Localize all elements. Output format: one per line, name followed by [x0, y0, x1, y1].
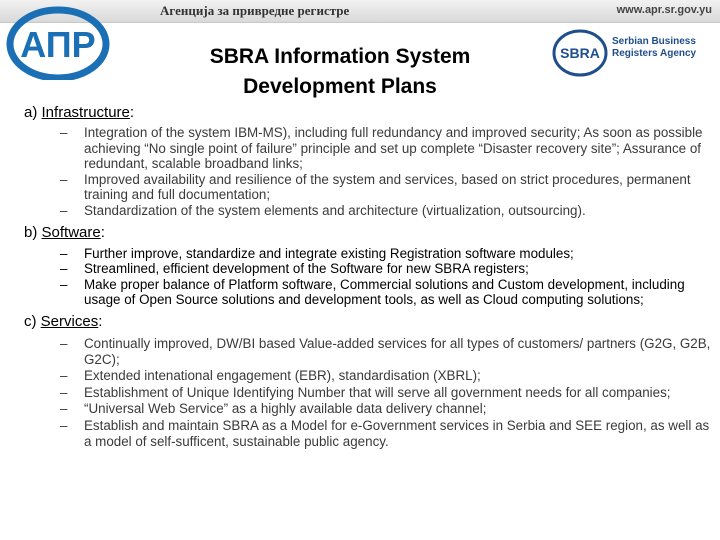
agency-name: Агенција за привредне регистре	[160, 3, 350, 18]
page-title-line1: SBRA Information System	[209, 45, 471, 68]
apr-logo	[6, 6, 126, 80]
services-list	[24, 336, 714, 449]
section-suffix: :	[100, 223, 105, 241]
section-infrastructure	[24, 104, 714, 219]
section-services	[24, 313, 714, 449]
section-prefix: b)	[24, 223, 42, 241]
website-url[interactable]: www.apr.sr.gov.yu	[616, 4, 712, 16]
list-item: – Integration of the system IBM-MS), including full redundancy and improved security; As soon as possible achieving “No single point of failure” principle and set up complete “Disaster recovery site”; Assurance of redundant, scalable broadband links;	[24, 125, 714, 172]
page-title	[180, 42, 500, 102]
sbra-name	[612, 36, 708, 60]
list-item: – Make proper balance of Platform software, Commercial solutions and Custom development, including usage of Open Source solutions and development tools, as well as Cloud computing solutions;	[24, 277, 714, 308]
section-suffix: :	[129, 104, 135, 121]
sbra-name-line1: Serbian Business	[612, 36, 696, 47]
sbra-logo-text: SBRA	[560, 45, 600, 61]
list-item: – Streamlined, efficient development of the Software for new SBRA registers;	[24, 261, 714, 277]
list-item: – Improved availability and resilience of the system and services, based on strict procedures, permanent training and full documentation;	[24, 172, 714, 203]
list-item: – Establishment of Unique Identifying Number that will serve all government needs for all companies;	[24, 385, 714, 401]
section-heading	[24, 224, 714, 242]
section-software	[24, 224, 714, 308]
list-item: – Standardization of the system elements and architecture (virtualization, outsourcing).	[24, 203, 714, 219]
section-prefix: a)	[24, 104, 42, 121]
infrastructure-list	[24, 125, 714, 219]
section-suffix: :	[98, 312, 103, 330]
section-heading	[24, 104, 714, 122]
list-item: – Further improve, standardize and integrate existing Registration software modules;	[24, 246, 714, 262]
section-name: Infrastructure	[41, 104, 130, 121]
page-title-line2: Development Plans	[243, 75, 437, 98]
list-item: – Extended intenational engagement (EBR), standardisation (XBRL);	[24, 368, 714, 384]
section-name: Software	[41, 223, 101, 241]
content-body	[24, 104, 714, 450]
software-list	[24, 246, 714, 308]
section-prefix: c)	[24, 312, 41, 330]
sbra-logo-block	[552, 28, 702, 78]
sbra-name-line2: Registers Agency	[612, 48, 697, 59]
list-item: – Establish and maintain SBRA as a Model for e-Government services in Serbia and SEE region, as well as a model of self-sufficent, sustainable public agency.	[24, 418, 714, 449]
list-item: – “Universal Web Service” as a highly available data delivery channel;	[24, 401, 714, 417]
list-item: – Continually improved, DW/BI based Value-added services for all types of customers/ partners (G2G, G2B, G2C);	[24, 336, 714, 367]
apr-logo-text: АПР	[20, 24, 96, 65]
section-heading	[24, 313, 714, 331]
sbra-logo	[552, 28, 608, 78]
section-name: Services	[40, 312, 99, 330]
